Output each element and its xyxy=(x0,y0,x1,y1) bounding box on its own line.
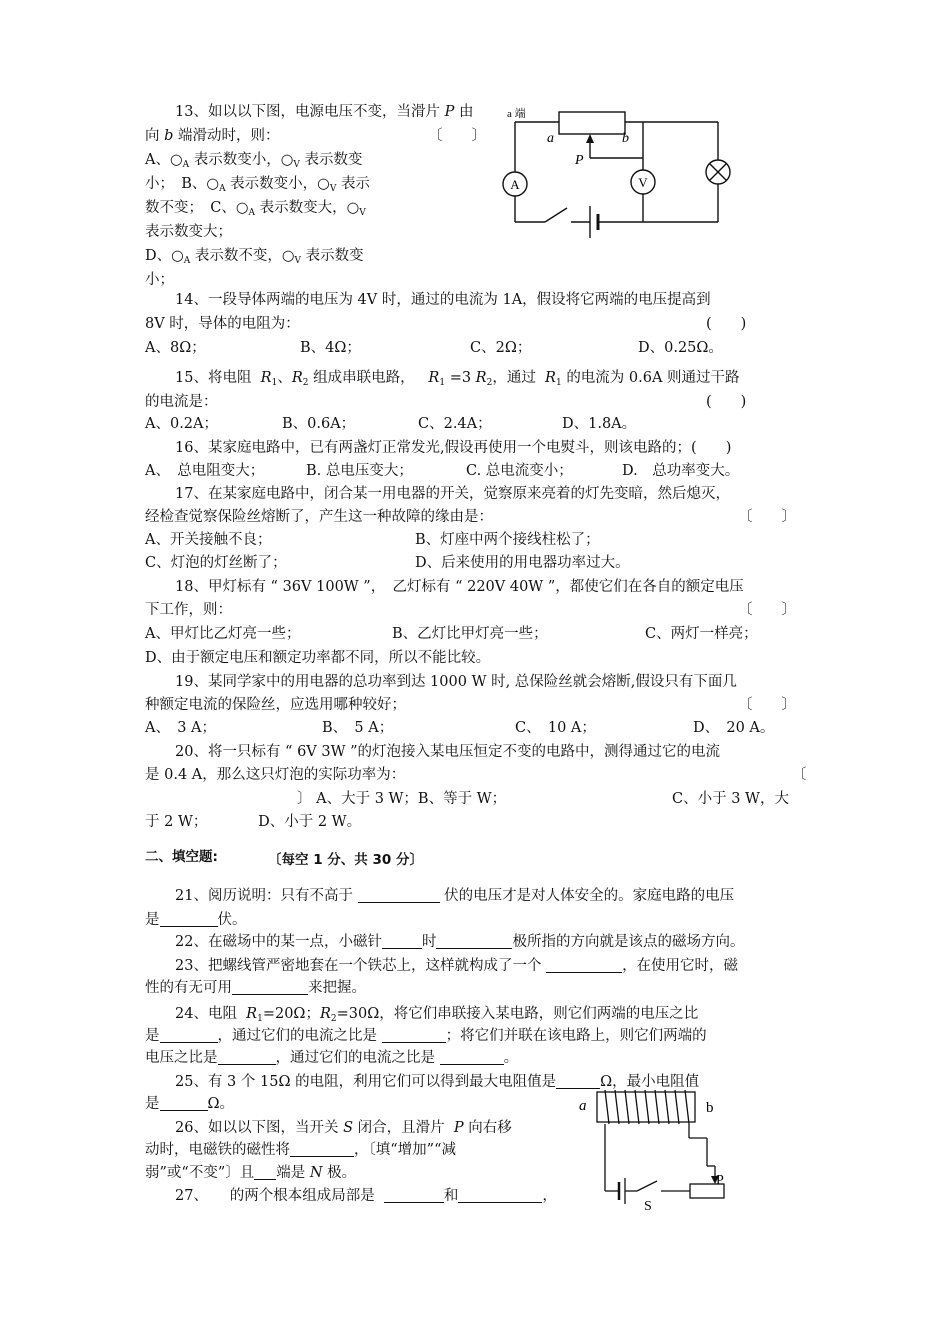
q18-answer-paren: 〔 〕 xyxy=(738,602,796,618)
q26-fig-label-p: P xyxy=(716,1173,724,1188)
q18-line2: 下工作，则： xyxy=(145,602,232,618)
q14-option-b: B、4Ω； xyxy=(300,340,361,356)
q25-line2: 是 Ω。 xyxy=(145,1096,235,1112)
q13-line3: A、$○_A$ 表示数变小，$○_V$ 表示数变 xyxy=(145,152,363,170)
q16-option-d: D. 总功率变大。 xyxy=(622,463,740,479)
q13-line4: 小； B、$○_A$ 表示数变小，$○_V$ 表示 xyxy=(145,176,370,194)
q23-line1: 23、把螺线管严密地套在一个铁芯上，这样就构成了一个 ，在使用它时，磁 xyxy=(175,958,739,974)
q16-option-a: A、 总电阻变大； xyxy=(145,463,265,479)
q19-option-c: C、 10 A； xyxy=(515,720,596,736)
q13-fig-voltmeter-label: V xyxy=(638,175,648,190)
q24-blank-3[interactable] xyxy=(218,1050,276,1065)
q20-line4: 于 2 W； D、小于 2 W。 xyxy=(145,814,362,830)
q13-fig-caption: a 端 xyxy=(507,108,526,120)
section2-title: 二、填空题: xyxy=(145,849,218,865)
q16-option-c: C. 总电流变小； xyxy=(466,463,573,479)
q13-line6: 表示数变大； xyxy=(145,224,232,240)
q18-option-b: B、乙灯比甲灯亮一些； xyxy=(392,626,548,642)
q22-blank-1[interactable] xyxy=(382,934,422,949)
q18-option-a: A、甲灯比乙灯亮一些； xyxy=(145,626,301,642)
q14-line2: 8V 时，导体的电阻为： xyxy=(145,316,300,332)
q26-fig-label-a: a xyxy=(579,1098,587,1114)
q17-option-d: D、后来使用的用电器功率过大。 xyxy=(415,555,630,571)
q24-line3: 电压之比是 ，通过它们的电流之比是 。 xyxy=(145,1050,519,1066)
q15-line1: 15、将电阻 $R_1$、$R_2$ 组成串联电路， $R_1 =3$ $R_2$，通过 $R_1$ 的电流为 0.6A 则通过干路 xyxy=(175,370,740,388)
q19-option-b: B、 5 A； xyxy=(322,720,394,736)
q14-line1: 14、一段导体两端的电压为 4V 时，通过的电流为 1A，假设将它两端的电压提高到 xyxy=(175,292,711,308)
q20-line3-option-c: C、小于 3 W，大 xyxy=(672,791,789,807)
q17-answer-paren: 〔 〕 xyxy=(738,509,796,525)
q18-line1: 18、甲灯标有 “ 36V 100W ”， 乙灯标有 “ 220V 40W ”，都使它们在各自的额定电压 xyxy=(175,579,744,595)
q18-option-c: C、两灯一样亮； xyxy=(645,626,758,642)
q21-line1: 21、阅历说明：只有不高于 伏的电压才是对人体安全的。家庭电路的电压 xyxy=(175,888,735,904)
q21-blank-1[interactable] xyxy=(358,888,440,903)
q23-blank-2[interactable] xyxy=(232,980,308,995)
q24-blank-4[interactable] xyxy=(440,1050,504,1065)
q15-option-d: D、1.8A。 xyxy=(562,416,637,432)
q15-option-a: A、0.2A； xyxy=(145,416,219,432)
q26-line1: 26、如以以下图，当开关 S 闭合，且滑片 P 向右移 xyxy=(175,1120,512,1136)
q25-line1: 25、有 3 个 15Ω 的电阻，利用它们可以得到最大电阻值是 Ω，最小电阻值 xyxy=(175,1074,700,1090)
q23-line2: 性的有无可用 来把握。 xyxy=(145,980,366,996)
q14-option-c: C、2Ω； xyxy=(470,340,532,356)
q16-line1: 16、某家庭电路中，已有两盏灯正常发光,假设再使用一个电熨斗，则该电路的；( ) xyxy=(175,440,732,456)
q18-option-d: D、由于额定电压和额定功率都不同，所以不能比较。 xyxy=(145,650,491,666)
q21-line2: 是 伏。 xyxy=(145,912,247,928)
q20-paren-open: 〔 xyxy=(792,767,807,783)
q15-option-b: B、0.6A； xyxy=(282,416,356,432)
q22-blank-2[interactable] xyxy=(436,934,512,949)
q17-option-b: B、灯座中两个接线柱松了； xyxy=(415,532,600,548)
q24-blank-2[interactable] xyxy=(382,1028,446,1043)
q21-blank-2[interactable] xyxy=(160,912,218,927)
q13-fig-label-p: P xyxy=(575,153,584,168)
q20-line1: 20、将一只标有 “ 6V 3W ”的灯泡接入某电压恒定不变的电路中，测得通过它的电流 xyxy=(175,744,721,760)
q26-fig-label-b: b xyxy=(706,1100,714,1116)
q15-option-c: C、2.4A； xyxy=(418,416,492,432)
q24-blank-1[interactable] xyxy=(160,1028,218,1043)
q13-line2: 向 b 端滑动时，则： xyxy=(145,128,280,144)
q19-line2: 种额定电流的保险丝，应选用哪种较好； xyxy=(145,697,406,713)
q13-fig-label-b: b xyxy=(622,131,629,146)
q27-blank-2[interactable] xyxy=(458,1188,542,1203)
q19-answer-paren: 〔 〕 xyxy=(738,697,796,713)
q22-line1: 22、在磁场中的某一点，小磁针 时 极所指的方向就是该点的磁场方向。 xyxy=(175,934,745,950)
q20-line3-options-ab: 〕 A、大于 3 W；B、等于 W； xyxy=(297,791,507,807)
q19-option-a: A、 3 A； xyxy=(145,720,217,736)
q13-fig-ammeter-label: A xyxy=(510,177,520,192)
q13-fig-label-a: a xyxy=(547,131,554,146)
q14-option-d: D、0.25Ω。 xyxy=(638,340,723,356)
q16-option-b: B. 总电压变大； xyxy=(306,463,413,479)
q24-line2: 是 ，通过它们的电流之比是 ；将它们并联在该电路上，则它们两端的 xyxy=(145,1028,707,1044)
q13-line7: D、$○_A$ 表示数不变，$○_V$ 表示数变 xyxy=(145,248,364,266)
q26-blank-1[interactable] xyxy=(290,1142,354,1157)
q26-fig-label-s: S xyxy=(644,1199,652,1214)
section2-score: 〔每空 1 分、共 30 分〕 xyxy=(268,852,423,868)
q25-blank-2[interactable] xyxy=(160,1096,208,1111)
q17-option-c: C、灯泡的灯丝断了； xyxy=(145,555,287,571)
q24-line1: 24、电阻 $R_1=20\Omega$；$R_2=30\Omega$，将它们串联接入某电路，则它们两端的电压之比 xyxy=(175,1006,699,1024)
q15-answer-paren: ( ) xyxy=(706,394,747,410)
q17-line2: 经检查觉察保险丝熔断了，产生这一种故障的缘由是： xyxy=(145,509,493,525)
q17-option-a: A、开关接触不良； xyxy=(145,532,272,548)
q17-line1: 17、在某家庭电路中，闭合某一用电器的开关，觉察原来亮着的灯先变暗，然后熄灭， xyxy=(175,486,730,502)
q14-option-a: A、8Ω； xyxy=(145,340,206,356)
q26-line2: 动时，电磁铁的磁性将 ，〔填“增加”“减 xyxy=(145,1142,456,1158)
q15-line2: 的电流是： xyxy=(145,394,218,410)
q27-blank-1[interactable] xyxy=(384,1188,444,1203)
q13-line8: 小； xyxy=(145,272,174,288)
q23-blank-1[interactable] xyxy=(546,958,622,973)
q26-line3: 弱”或“不变”〕且 端是 N 极。 xyxy=(145,1165,357,1181)
q26-blank-2[interactable] xyxy=(254,1165,276,1180)
q14-answer-paren: ( ) xyxy=(706,316,747,332)
q13-circuit-diagram xyxy=(495,100,735,250)
q20-line2: 是 0.4 A，那么这只灯泡的实际功率为： xyxy=(145,767,406,783)
q13-answer-paren: 〔 〕 xyxy=(428,128,486,144)
q27-line1: 27、 的两个根本组成局部是 和 ， xyxy=(175,1188,557,1204)
q13-line1: 13、如以以下图，电源电压不变，当滑片 P 由 xyxy=(175,104,474,120)
q13-line5: 数不变； C、$○_A$ 表示数变大，$○_V$ xyxy=(145,200,366,218)
q26-electromagnet-diagram xyxy=(575,1086,735,1216)
q19-line1: 19、某同学家中的用电器的总功率到达 1000 W 时, 总保险丝就会熔断,假设只有下面几 xyxy=(175,674,737,690)
q19-option-d: D、 20 A。 xyxy=(693,720,775,736)
